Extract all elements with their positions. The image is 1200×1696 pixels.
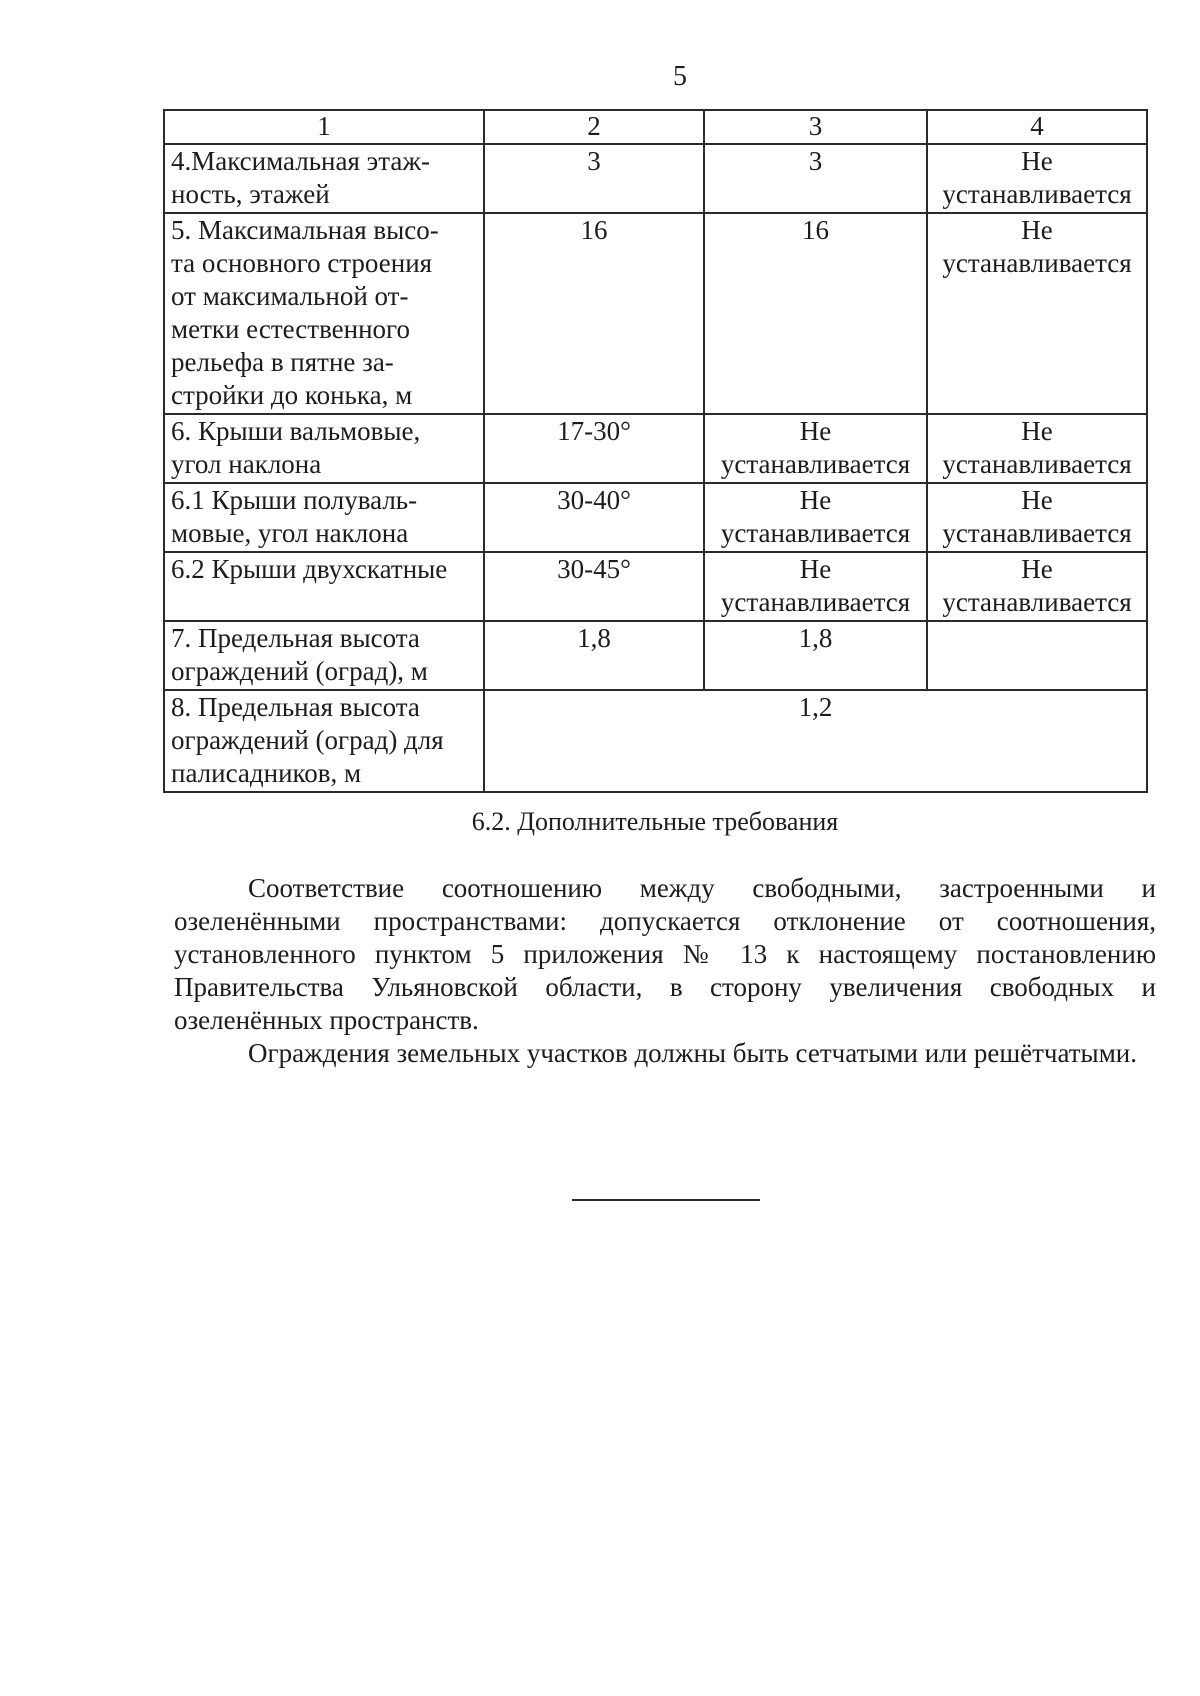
paragraph: Соответствие соотношению между свободными, застроенными и озеленёнными пространствами: допускается отклонение от соотношения, установленного пунктом 5 приложения № 13 к настоящему постановлению Правительства Ульяновской области, в сторону увеличения свободных и озеленённых пространств. <box>174 873 1156 1035</box>
value-cell: 16 <box>484 213 704 414</box>
value-cell: Не устанавливается <box>704 414 927 483</box>
column-header: 2 <box>484 110 704 144</box>
parameter-cell: 6.1 Крыши полуваль- мовые, угол наклона <box>164 483 484 552</box>
parameter-cell: 7. Предельная высота ограждений (оград), м <box>164 621 484 690</box>
body-text <box>174 872 1156 1070</box>
value-cell: Не устанавливается <box>927 414 1147 483</box>
value-cell: 16 <box>704 213 927 414</box>
table-row <box>164 621 1147 690</box>
value-cell: Не устанавливается <box>704 552 927 621</box>
value-cell: 3 <box>704 144 927 213</box>
value-cell: 30-40° <box>484 483 704 552</box>
merged-value-cell: 1,2 <box>484 690 1147 792</box>
column-header: 1 <box>164 110 484 144</box>
parameter-cell: 8. Предельная высота ограждений (оград) для палисадников, м <box>164 690 484 792</box>
value-cell: Не устанавливается <box>927 213 1147 414</box>
table-row <box>164 690 1147 792</box>
value-cell: 1,8 <box>704 621 927 690</box>
parameter-cell: 4.Максимальная этаж- ность, этажей <box>164 144 484 213</box>
value-cell: Не устанавливается <box>927 483 1147 552</box>
table-row <box>164 213 1147 414</box>
end-divider <box>572 1199 760 1201</box>
table-row <box>164 144 1147 213</box>
value-cell: 30-45° <box>484 552 704 621</box>
value-cell: 3 <box>484 144 704 213</box>
table-row <box>164 414 1147 483</box>
column-header: 3 <box>704 110 927 144</box>
page-number: 5 <box>673 61 687 92</box>
paragraph: Ограждения земельных участков должны быть сетчатыми или решётчатыми. <box>248 1038 1137 1068</box>
value-cell: 1,8 <box>484 621 704 690</box>
table-row <box>164 483 1147 552</box>
value-cell: Не устанавливается <box>704 483 927 552</box>
table-header-row <box>164 110 1147 144</box>
section-heading: 6.2. Дополнительные требования <box>471 807 839 836</box>
value-cell: Не устанавливается <box>927 552 1147 621</box>
value-cell: 17-30° <box>484 414 704 483</box>
parameter-cell: 6.2 Крыши двухскатные <box>164 552 484 621</box>
table-row <box>164 552 1147 621</box>
parameter-cell: 5. Максимальная высо- та основного строения от максимальной от- метки естественного рельефа в пятне за- стройки до конька, м <box>164 213 484 414</box>
value-cell: Не устанавливается <box>927 144 1147 213</box>
parameter-cell: 6. Крыши вальмовые, угол наклона <box>164 414 484 483</box>
column-header: 4 <box>927 110 1147 144</box>
parameters-table <box>163 109 1148 793</box>
empty-value-cell <box>927 621 1147 690</box>
